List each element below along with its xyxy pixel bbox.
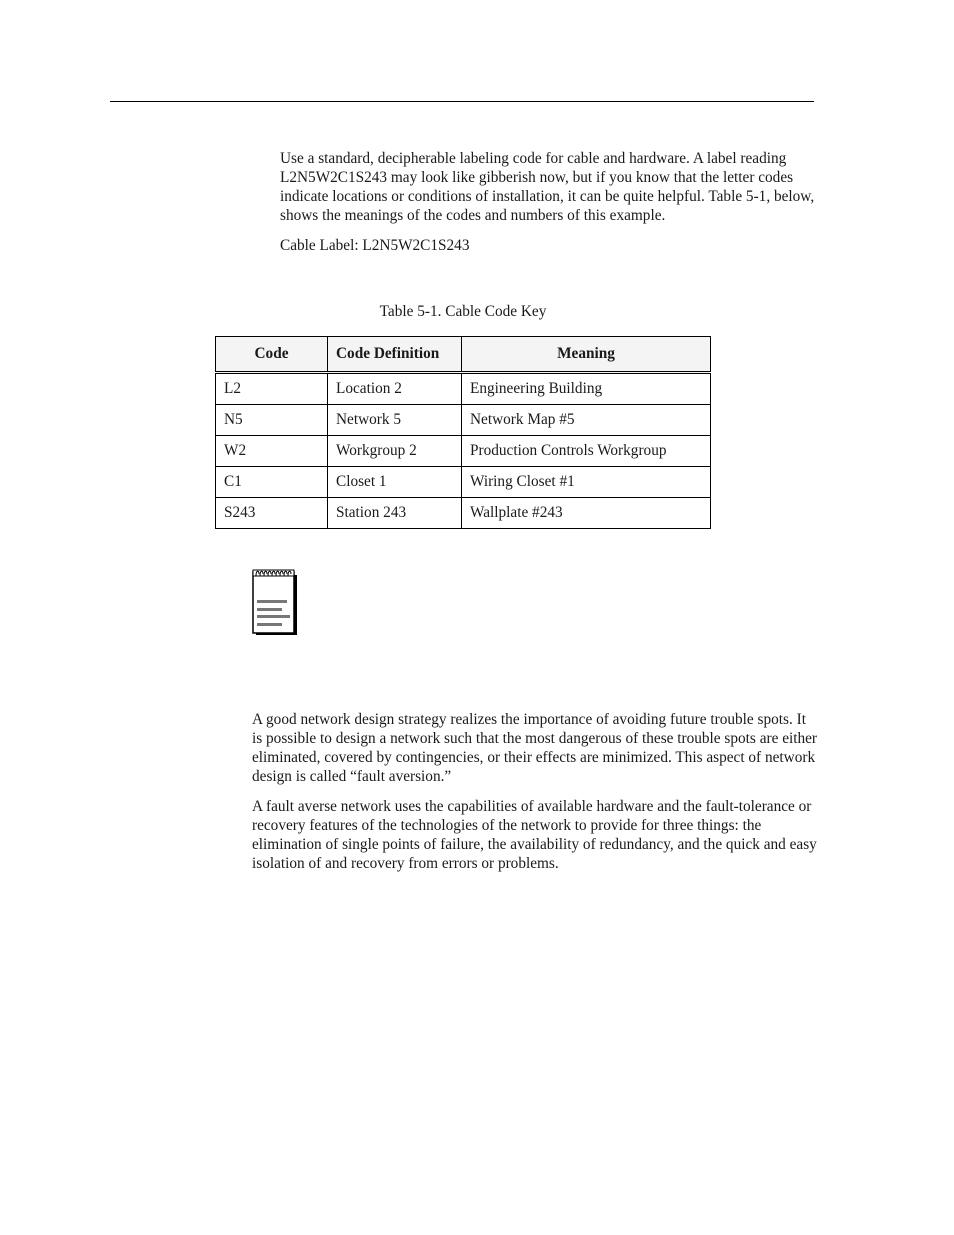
cell-meaning: Wallplate #243: [462, 498, 711, 529]
table-caption: Table 5-1. Cable Code Key: [379, 303, 547, 320]
header-rule: [110, 101, 814, 102]
cell-code: L2: [216, 373, 328, 405]
cable-label-text: Cable Label: L2N5W2C1S243: [280, 237, 470, 254]
intro-paragraph: Use a standard, decipherable labeling code for cable and hardware. A label reading L2N5W2C1S243 may look like gibberish now, but if you know that the letter codes indicate locations or conditions of installation, it can be quite helpful. Table 5-1, below, shows the meanings of the codes and numbers of this example.: [280, 150, 815, 224]
cell-code: W2: [216, 436, 328, 467]
header-definition: Code Definition: [328, 337, 462, 373]
cell-definition: Workgroup 2: [328, 436, 462, 467]
cell-meaning: Wiring Closet #1: [462, 467, 711, 498]
lower-text-block: [252, 710, 817, 873]
cell-definition: Closet 1: [328, 467, 462, 498]
notepad-icon: [251, 567, 299, 637]
table-header-row: [216, 337, 711, 373]
fault-aversion-paragraph: A good network design strategy realizes the importance of avoiding future trouble spots. It is possible to design a network such that the most dangerous of these trouble spots are either eliminated, covered by contingencies, or their effects are minimized. This aspect of network design is called “fault aversion.”: [252, 711, 818, 785]
table-row: [216, 498, 711, 529]
table-row: [216, 436, 711, 467]
fault-averse-network-paragraph: A fault averse network uses the capabilities of available hardware and the fault-tolerance or recovery features of the technologies of the network to provide for three things: the elimination of single points of failure, the availability of redundancy, and the quick and easy isolation of and recovery from errors or problems.: [252, 798, 817, 872]
cell-meaning: Production Controls Workgroup: [462, 436, 711, 467]
table-row: [216, 373, 711, 405]
header-meaning: Meaning: [462, 337, 711, 373]
cable-code-table: [215, 336, 711, 529]
cell-meaning: Network Map #5: [462, 405, 711, 436]
cell-definition: Network 5: [328, 405, 462, 436]
cell-code: N5: [216, 405, 328, 436]
table-row: [216, 405, 711, 436]
cell-definition: Station 243: [328, 498, 462, 529]
cell-code: C1: [216, 467, 328, 498]
upper-text-block: [280, 149, 815, 255]
cell-definition: Location 2: [328, 373, 462, 405]
cell-meaning: Engineering Building: [462, 373, 711, 405]
header-code: Code: [216, 337, 328, 373]
cell-code: S243: [216, 498, 328, 529]
table-row: [216, 467, 711, 498]
